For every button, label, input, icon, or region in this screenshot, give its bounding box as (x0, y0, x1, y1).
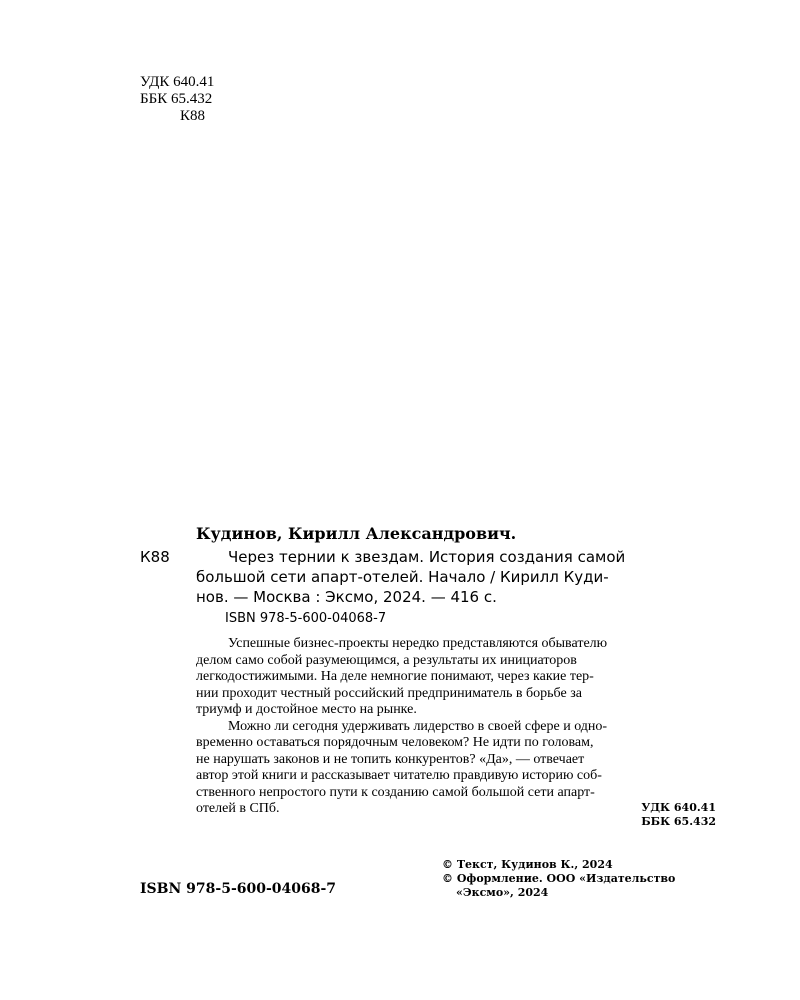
annotation-line: легкодостижимыми. На деле немногие понимают, через какие тер- (196, 669, 594, 684)
bbk-code: ББК 65.432 (140, 91, 213, 107)
isbn-record: ISBN 978-5-600-04068-7 (225, 611, 387, 626)
annotation-line: нии проходит честный российский предприниматель в борьбе за (196, 685, 582, 701)
classification-codes-top (140, 74, 214, 125)
annotation-line: Можно ли сегодня удерживать лидерство в своей сфере и одно- (228, 718, 608, 734)
copyright-line: © Текст, Кудинов К., 2024 (442, 858, 613, 871)
author-mark: К88 (180, 108, 206, 124)
udk-code: УДК 640.41 (641, 801, 716, 814)
copyright-block (442, 858, 675, 900)
annotation-line: автор этой книги и рассказывает читателю правдивую историю соб- (196, 768, 602, 783)
annotation-line: временно оставаться порядочным человеком? Не идти по головам, (196, 735, 594, 750)
isbn-bottom: ISBN 978-5-600-04068-7 (140, 881, 337, 897)
annotation (196, 636, 716, 818)
description-line: нов. — Москва : Эксмо, 2024. — 416 с. (196, 588, 497, 606)
author-mark-margin: К88 (140, 548, 170, 566)
copyright-line: © Оформление. ООО «Издательство (442, 872, 676, 885)
annotation-line: триумф и достойное место на рынке. (196, 702, 417, 717)
annotation-line: отелей в СПб. (196, 801, 280, 816)
description-line: Через тернии к звездам. История создания самой (228, 548, 626, 566)
annotation-line: Успешные бизнес-проекты нередко представляются обывателю (228, 636, 608, 651)
udk-code: УДК 640.41 (140, 74, 215, 90)
author-name: Кудинов, Кирилл Александрович. (196, 524, 517, 543)
bbk-code: ББК 65.432 (641, 815, 716, 828)
annotation-line: делом само собой разумеющимся, а результаты их инициаторов (196, 652, 577, 668)
annotation-line: не нарушать законов и не топить конкурентов? «Да», — отвечает (196, 751, 585, 767)
annotation-line: ственного непростого пути к созданию самой большой сети апарт- (196, 784, 595, 800)
bibliographic-description (196, 547, 716, 607)
description-line: большой сети апарт-отелей. Начало / Кирилл Куди- (196, 568, 609, 586)
copyright-line: «Эксмо», 2024 (456, 886, 549, 899)
classification-codes-bottom (641, 801, 716, 829)
